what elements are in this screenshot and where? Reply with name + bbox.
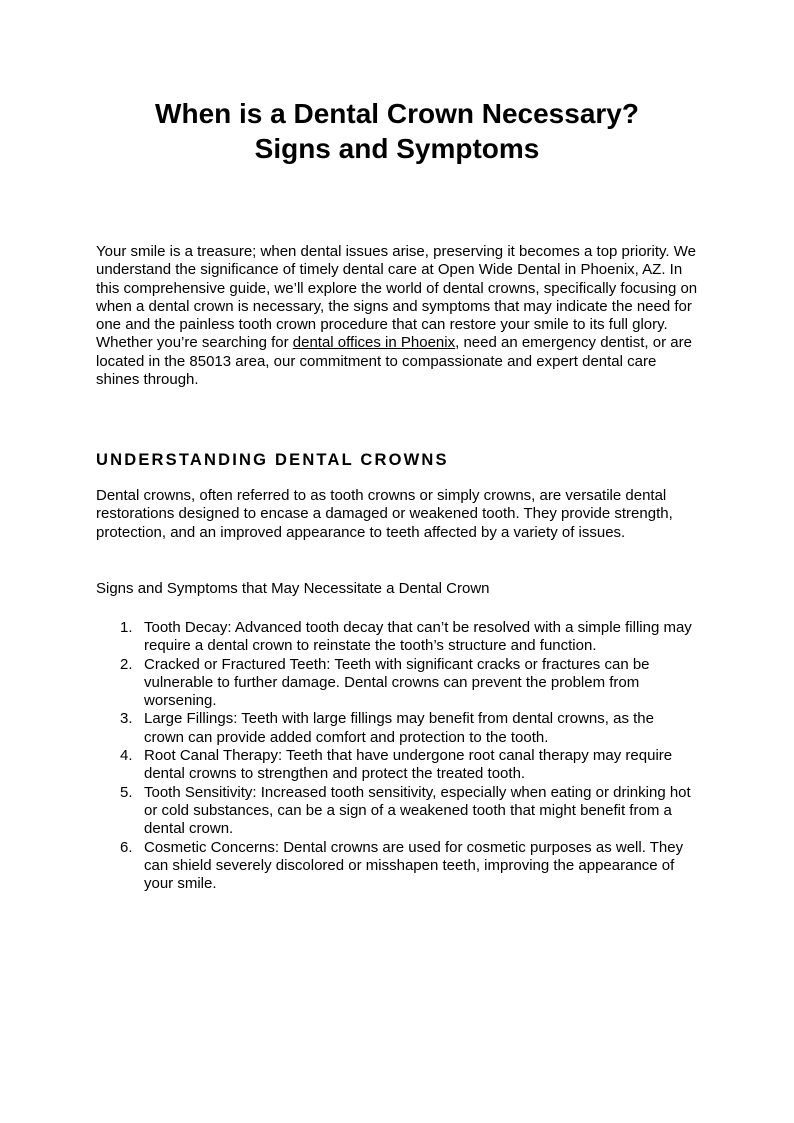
list-item-text: Cosmetic Concerns: Dental crowns are used for cosmetic purposes as well. They can shield severely discolored or misshapen teeth, improving the appearance of your smile. xyxy=(144,838,684,893)
dental-offices-phoenix-link[interactable]: dental offices in Phoenix xyxy=(292,334,456,352)
list-item-number: 4. xyxy=(120,747,133,765)
section-body-paragraph: Dental crowns, often referred to as tooth crowns or simply crowns, are versatile dental restorations designed to encase a damaged or weakened tooth. They provide strength, protection, and an improved appearance to teeth affected by a variety of issues. xyxy=(96,487,673,541)
list-item-text: Root Canal Therapy: Teeth that have undergone root canal therapy may require dental crowns to strengthen and protect the treated tooth. xyxy=(144,747,673,783)
list-item-number: 2. xyxy=(120,655,133,673)
list-item-text: Cracked or Fractured Teeth: Teeth with significant cracks or fractures can be vulnerable to further damage. Dental crowns can prevent the problem from worsening. xyxy=(144,655,650,710)
list-item-number: 3. xyxy=(120,710,133,728)
list-item-number: 5. xyxy=(120,783,133,801)
intro-text-before-link: Your smile is a treasure; when dental issues arise, preserving it becomes a top priority. We understand the significance of timely dental care at Open Wide Dental in Phoenix, AZ. In this comprehensive guide, we’ll explore the world of dental crowns, specifically focusing on when a dental crown is necessary, the signs and symptoms that may indicate the need for one and the painless tooth crown procedure that can restore your smile to its full glory. Whether you’re searching for xyxy=(96,243,698,352)
list-item-number: 6. xyxy=(120,838,133,856)
list-item xyxy=(96,784,698,839)
signs-list xyxy=(96,619,698,893)
list-item xyxy=(96,619,698,656)
list-item-text: Large Fillings: Teeth with large fillings may benefit from dental crowns, as the crown can provide added comfort and protection to the tooth. xyxy=(144,710,654,746)
list-item xyxy=(96,710,698,747)
page-title-line-2: Signs and Symptoms xyxy=(254,133,540,164)
list-item-text: Tooth Sensitivity: Increased tooth sensitivity, especially when eating or drinking hot or cold substances, can be a sign of a weakened tooth that might benefit from a dental crown. xyxy=(144,783,691,838)
list-item-text: Tooth Decay: Advanced tooth decay that can’t be resolved with a simple filling may require a dental crown to reinstate the tooth’s structure and function. xyxy=(144,619,692,655)
list-item xyxy=(96,656,698,711)
list-intro: Signs and Symptoms that May Necessitate a Dental Crown xyxy=(96,580,490,597)
list-item xyxy=(96,839,698,894)
intro-text-after-link: , need an emergency dentist, or are located in the 85013 area, our commitment to compassionate and expert dental care shines through. xyxy=(96,334,692,389)
section-heading: UNDERSTANDING DENTAL CROWNS xyxy=(96,451,449,469)
intro-paragraph xyxy=(96,243,698,389)
page-title-line-1: When is a Dental Crown Necessary? xyxy=(155,98,639,129)
page-title xyxy=(96,96,698,166)
list-item xyxy=(96,747,698,784)
list-item-number: 1. xyxy=(120,619,133,636)
